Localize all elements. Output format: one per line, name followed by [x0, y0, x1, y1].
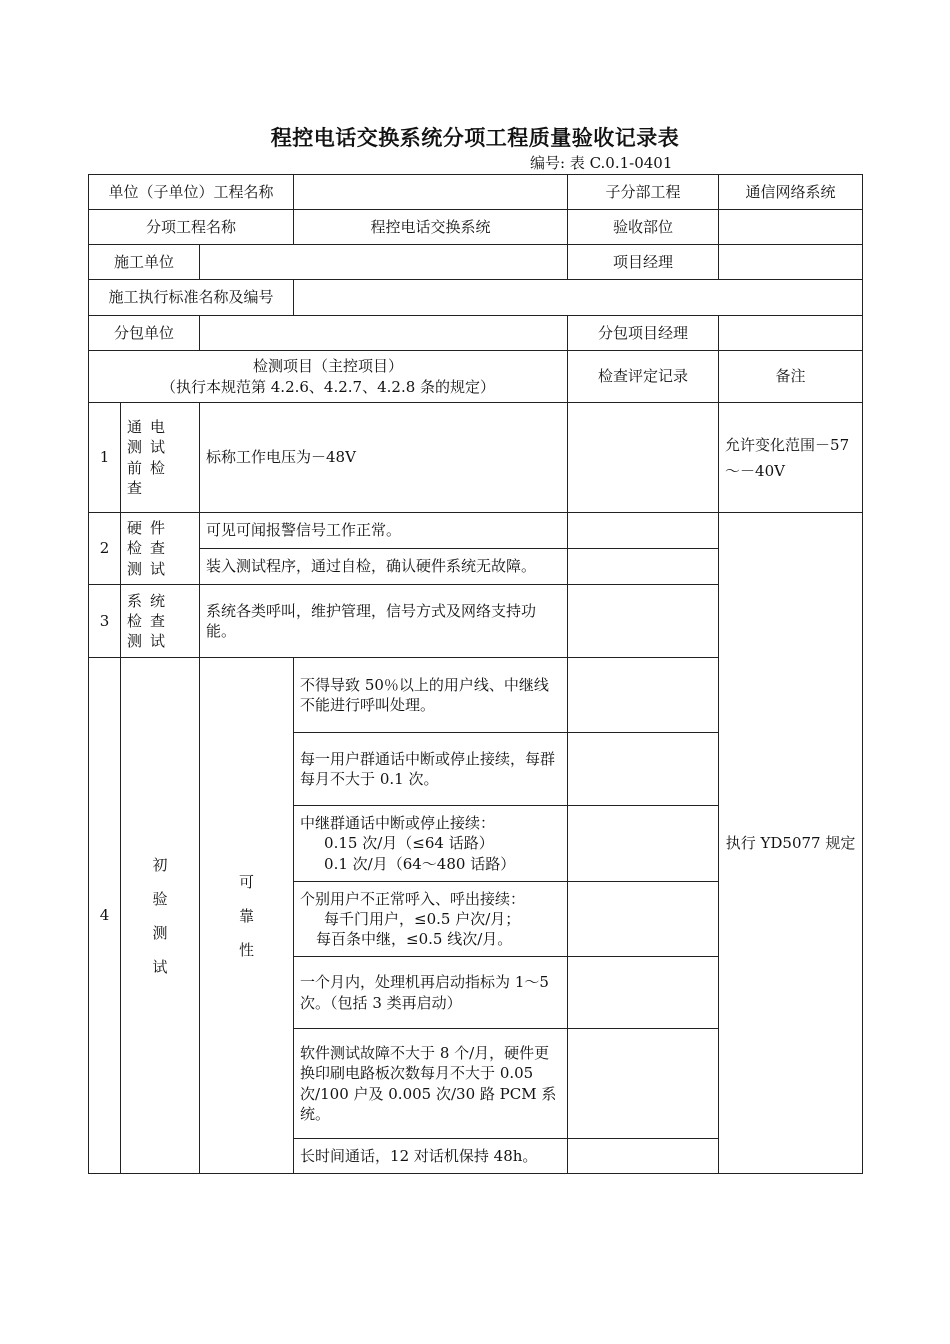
- subsection-label: 子分部工程: [568, 175, 719, 210]
- row-record-4a[interactable]: [568, 658, 719, 733]
- row-content-2b: 装入测试程序，通过自检，确认硬件系统无故障。: [200, 549, 568, 585]
- subcategory-char: 性: [239, 940, 255, 959]
- reliability-item-f: 软件测试故障不大于 8 个/月，硬件更换印刷电路板次数每月不大于 0.05 次/100 户及 0.005 次/30 路 PCM 系统。: [294, 1029, 568, 1139]
- document-number: 编号: 表 C.0.1-0401: [530, 154, 673, 172]
- inspection-items-header: [89, 351, 568, 403]
- item-name-label: 分项工程名称: [89, 210, 294, 245]
- row-content-2a: 可见可闻报警信号工作正常。: [200, 513, 568, 549]
- row-record-1[interactable]: [568, 403, 719, 513]
- item-name-value[interactable]: 程控电话交换系统: [294, 210, 568, 245]
- reliability-item-c: [294, 806, 568, 882]
- row-record-3[interactable]: [568, 585, 719, 658]
- acceptance-part-value[interactable]: [719, 210, 863, 245]
- item-c-line: 0.15 次/月（≤64 话路）: [324, 834, 494, 853]
- row-record-4f[interactable]: [568, 1029, 719, 1139]
- reliability-item-b: 每一用户群通话中断或停止接续，每群每月不大于 0.1 次。: [294, 733, 568, 806]
- acceptance-record-table: [88, 174, 863, 1174]
- row-record-2b[interactable]: [568, 549, 719, 585]
- project-manager-label: 项目经理: [568, 245, 719, 280]
- project-manager-value[interactable]: [719, 245, 863, 280]
- row-category-1: 通电测试前检查: [121, 403, 200, 513]
- remark-column-header: 备注: [719, 351, 863, 403]
- page-title: 程控电话交换系统分项工程质量验收记录表: [270, 125, 680, 150]
- reliability-item-a: 不得导致 50％以上的用户线、中继线不能进行呼叫处理。: [294, 658, 568, 733]
- category-char: 试: [152, 957, 168, 976]
- inspection-items-note: （执行本规范第 4.2.6、4.2.7、4.2.8 条的规定）: [161, 377, 496, 396]
- category-char: 验: [152, 889, 168, 908]
- unit-name-label: 单位（子单位）工程名称: [89, 175, 294, 210]
- row-category-3: 系统检查测试: [121, 585, 200, 658]
- standard-label: 施工执行标准名称及编号: [89, 280, 294, 316]
- merged-remark: 执行 YD5077 规定: [719, 513, 863, 1174]
- row-subcategory-4: [200, 658, 294, 1174]
- subcontract-unit-label: 分包单位: [89, 316, 200, 351]
- row-record-4d[interactable]: [568, 882, 719, 957]
- construction-unit-value[interactable]: [200, 245, 568, 280]
- construction-unit-label: 施工单位: [89, 245, 200, 280]
- reliability-item-d: [294, 882, 568, 957]
- row-content-1: 标称工作电压为－48V: [200, 403, 568, 513]
- row-record-4c[interactable]: [568, 806, 719, 882]
- row-record-4g[interactable]: [568, 1139, 719, 1174]
- row-record-4e[interactable]: [568, 957, 719, 1029]
- row-record-4b[interactable]: [568, 733, 719, 806]
- row-number-4: 4: [89, 658, 121, 1174]
- row-number-2: 2: [89, 513, 121, 585]
- acceptance-part-label: 验收部位: [568, 210, 719, 245]
- row-number-1: 1: [89, 403, 121, 513]
- subcontract-manager-label: 分包项目经理: [568, 316, 719, 351]
- category-char: 测: [152, 923, 168, 942]
- standard-value[interactable]: [294, 280, 863, 316]
- row-number-3: 3: [89, 585, 121, 658]
- row-category-2: 硬件检查测试: [121, 513, 200, 585]
- item-c-line: 0.1 次/月（64～480 话路）: [324, 854, 516, 873]
- subsection-value[interactable]: 通信网络系统: [719, 175, 863, 210]
- reliability-item-g: 长时间通话，12 对话机保持 48h。: [294, 1139, 568, 1174]
- item-c-line: 中继群通话中断或停止接续：: [300, 814, 496, 833]
- subcategory-char: 靠: [239, 906, 255, 925]
- subcategory-char: 可: [239, 872, 255, 891]
- item-d-line: 每百条中继，≤0.5 线次/月。: [316, 930, 513, 949]
- reliability-item-e: 一个月内，处理机再启动指标为 1～5 次。（包括 3 类再启动）: [294, 957, 568, 1029]
- row-record-2a[interactable]: [568, 513, 719, 549]
- row-remark-1: 允许变化范围－57～－40V: [719, 403, 863, 513]
- row-category-4: [121, 658, 200, 1174]
- unit-name-value[interactable]: [294, 175, 568, 210]
- item-d-line: 每千门用户，≤0.5 户次/月；: [324, 909, 521, 928]
- subcontract-unit-value[interactable]: [200, 316, 568, 351]
- item-d-line: 个别用户不正常呼入、呼出接续：: [300, 889, 526, 908]
- inspection-items-title: 检测项目（主控项目）: [253, 357, 404, 376]
- category-char: 初: [152, 855, 168, 874]
- record-column-header: 检查评定记录: [568, 351, 719, 403]
- row-content-3: 系统各类呼叫，维护管理，信号方式及网络支持功能。: [200, 585, 568, 658]
- subcontract-manager-value[interactable]: [719, 316, 863, 351]
